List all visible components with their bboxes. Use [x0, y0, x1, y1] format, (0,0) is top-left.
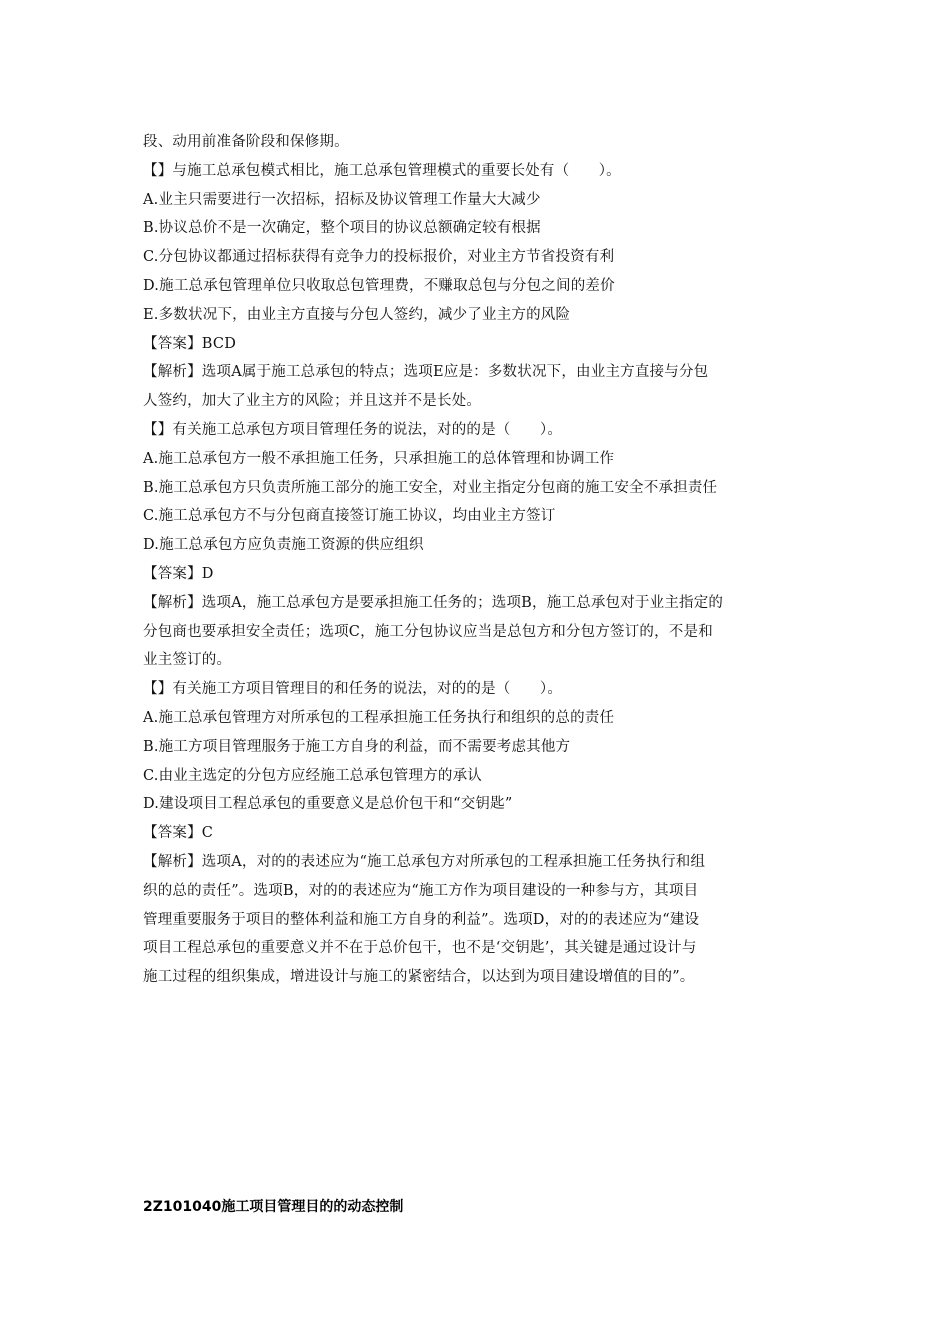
option-a: A.业主只需要进行一次招标，招标及协议管理工作量大大减少 — [143, 191, 541, 208]
explanation-line: 织的总的责任”。选项B，对的的表述应为“施工方作为项目建设的一种参与方，其项目 — [143, 882, 699, 899]
explanation-line: 分包商也要承担安全责任；选项C，施工分包协议应当是总包方和分包方签订的，不是和 — [143, 623, 713, 640]
question-stem: 【】有关施工总承包方项目管理任务的说法，对的的是（ ）。 — [143, 421, 563, 438]
continuation-line: 段、动用前准备阶段和保修期。 — [143, 134, 349, 150]
option-c: C.由业主选定的分包方应经施工总承包管理方的承认 — [143, 767, 482, 784]
answer-line: 【答案】BCD — [143, 335, 237, 352]
explanation-line: 项目工程总承包的重要意义并不在于总价包干，也不是‘交钥匙’，其关键是通过设计与 — [143, 940, 697, 957]
answer-line: 【答案】C — [143, 825, 214, 842]
explanation-line: 【解析】选项A，对的的表述应为“施工总承包方对所承包的工程承担施工任务执行和组 — [143, 853, 706, 870]
page-body — [143, 128, 813, 992]
option-d: D.建设项目工程总承包的重要意义是总价包干和“交钥匙” — [143, 796, 513, 813]
option-b: B.施工总承包方只负责所施工部分的施工安全，对业主指定分包商的施工安全不承担责任 — [143, 479, 718, 496]
question-stem: 【】有关施工方项目管理目的和任务的说法，对的的是（ ）。 — [143, 681, 563, 698]
answer-line: 【答案】D — [143, 565, 214, 582]
explanation-line: 人签约，加大了业主方的风险；并且这并不是长处。 — [143, 393, 482, 410]
question-stem: 【】与施工总承包模式相比，施工总承包管理模式的重要长处有（ ）。 — [143, 162, 621, 179]
explanation-line: 【解析】选项A属于施工总承包的特点；选项E应是：多数状况下，由业主方直接与分包 — [143, 364, 709, 381]
option-b: B.协议总价不是一次确定，整个项目的协议总额确定较有根据 — [143, 220, 541, 237]
option-c: C.分包协议都通过招标获得有竞争力的投标报价，对业主方节省投资有利 — [143, 249, 615, 266]
explanation-line: 管理重要服务于项目的整体利益和施工方自身的利益”。选项D，对的的表述应为“建设 — [143, 911, 700, 928]
option-a: A.施工总承包管理方对所承包的工程承担施工任务执行和组织的总的责任 — [143, 709, 615, 726]
option-d: D.施工总承包方应负责施工资源的供应组织 — [143, 537, 424, 554]
section-heading: 2Z101040施工项目管理目的的动态控制 — [143, 1199, 404, 1215]
explanation-line: 【解析】选项A，施工总承包方是要承担施工任务的；选项B，施工总承包对于业主指定的 — [143, 594, 724, 611]
option-b: B.施工方项目管理服务于施工方自身的利益，而不需要考虑其他方 — [143, 738, 571, 755]
option-d: D.施工总承包管理单位只收取总包管理费，不赚取总包与分包之间的差价 — [143, 277, 615, 294]
explanation-line: 施工过程的组织集成，增进设计与施工的紧密结合，以达到为项目建设增值的目的”。 — [143, 969, 695, 986]
option-c: C.施工总承包方不与分包商直接签订施工协议，均由业主方签订 — [143, 508, 556, 525]
option-a: A.施工总承包方一般不承担施工任务，只承担施工的总体管理和协调工作 — [143, 450, 615, 467]
option-e: E.多数状况下，由业主方直接与分包人签约，减少了业主方的风险 — [143, 306, 571, 323]
explanation-line: 业主签订的。 — [143, 652, 232, 669]
